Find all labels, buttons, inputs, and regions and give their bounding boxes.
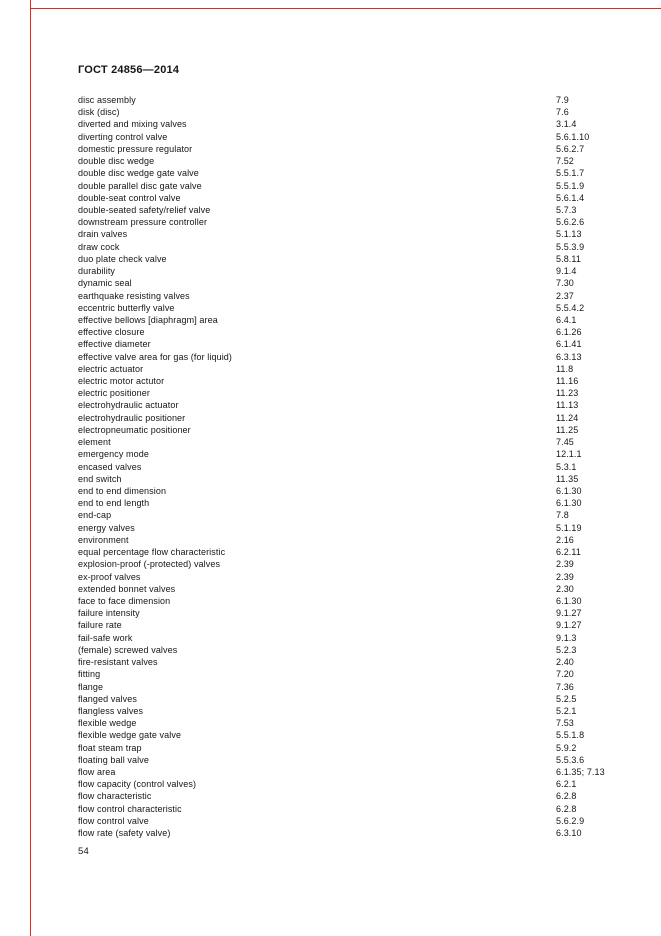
index-term: diverting control valve xyxy=(78,131,168,142)
index-row xyxy=(78,192,618,204)
index-term: electrohydraulic positioner xyxy=(78,412,186,423)
index-ref: 5.5.4.2 xyxy=(556,302,585,313)
index-row xyxy=(78,815,618,827)
index-row xyxy=(78,803,618,815)
index-term: extended bonnet valves xyxy=(78,583,176,594)
index-ref: 6.1.35; 7.13 xyxy=(556,767,605,778)
index-ref: 5.2.3 xyxy=(556,644,577,655)
index-row xyxy=(78,204,618,216)
index-ref: 11.35 xyxy=(556,473,579,484)
index-row xyxy=(78,131,618,143)
index-term: end to end length xyxy=(78,498,150,509)
index-row xyxy=(78,656,618,668)
index-row xyxy=(78,754,618,766)
index-term: flow control characteristic xyxy=(78,803,182,814)
index-ref: 9.1.27 xyxy=(556,620,582,631)
index-ref: 9.1.4 xyxy=(556,266,577,277)
index-ref: 2.39 xyxy=(556,559,574,570)
index-ref: 6.2.11 xyxy=(556,547,581,558)
index-row xyxy=(78,180,618,192)
index-term: (female) screwed valves xyxy=(78,644,178,655)
index-row xyxy=(78,668,618,680)
index-ref: 11.24 xyxy=(556,412,579,423)
index-row xyxy=(78,705,618,717)
index-ref: 6.2.8 xyxy=(556,803,577,814)
index-term: electric motor actutor xyxy=(78,376,165,387)
index-ref: 7.8 xyxy=(556,510,569,521)
index-row xyxy=(78,228,618,240)
index-term: flexible wedge xyxy=(78,718,137,729)
index-row xyxy=(78,778,618,790)
index-ref: 5.5.3.9 xyxy=(556,241,585,252)
index-ref: 6.2.8 xyxy=(556,791,577,802)
index-term: double-seat control valve xyxy=(78,192,181,203)
index-ref: 5.5.3.6 xyxy=(556,754,585,765)
index-row xyxy=(78,644,618,656)
index-row xyxy=(78,473,618,485)
index-ref: 6.1.30 xyxy=(556,498,582,509)
index-ref: 11.16 xyxy=(556,376,579,387)
index-row xyxy=(78,583,618,595)
index-ref: 2.40 xyxy=(556,657,574,668)
index-row xyxy=(78,118,618,130)
index-term: flow capacity (control valves) xyxy=(78,779,197,790)
index-ref: 5.7.3 xyxy=(556,204,577,215)
index-ref: 9.1.27 xyxy=(556,608,582,619)
index-ref: 5.6.2.6 xyxy=(556,217,585,228)
index-term: double parallel disc gate valve xyxy=(78,180,202,191)
index-ref: 5.6.1.10 xyxy=(556,131,590,142)
index-row xyxy=(78,509,618,521)
index-ref: 6.4.1 xyxy=(556,314,577,325)
index-term: flange xyxy=(78,681,104,692)
index-term: ex-proof valves xyxy=(78,571,141,582)
index-term: drain valves xyxy=(78,229,128,240)
index-row xyxy=(78,241,618,253)
index-row xyxy=(78,827,618,839)
index-ref: 5.6.2.7 xyxy=(556,143,585,154)
index-row xyxy=(78,485,618,497)
index-term: diverted and mixing valves xyxy=(78,119,187,130)
index-row xyxy=(78,277,618,289)
index-row xyxy=(78,399,618,411)
index-ref: 6.2.1 xyxy=(556,779,577,790)
index-ref: 11.25 xyxy=(556,424,579,435)
index-term: electropneumatic positioner xyxy=(78,424,191,435)
index-term: effective closure xyxy=(78,327,145,338)
index-ref: 6.3.10 xyxy=(556,828,582,839)
index-term: dynamic seal xyxy=(78,278,132,289)
index-row xyxy=(78,717,618,729)
index-term: flow control valve xyxy=(78,815,149,826)
index-ref: 3.1.4 xyxy=(556,119,577,130)
index-ref: 11.8 xyxy=(556,363,574,374)
index-row xyxy=(78,681,618,693)
index-term: effective valve area for gas (for liquid) xyxy=(78,351,233,362)
index-ref: 6.1.41 xyxy=(556,339,582,350)
index-term: effective diameter xyxy=(78,339,151,350)
index-row xyxy=(78,338,618,350)
index-term: end switch xyxy=(78,473,122,484)
index-row xyxy=(78,619,618,631)
index-row xyxy=(78,167,618,179)
index-term: downstream pressure controller xyxy=(78,217,208,228)
index-term: flangless valves xyxy=(78,705,144,716)
index-ref: 2.39 xyxy=(556,571,574,582)
index-term: disc assembly xyxy=(78,95,136,105)
index-ref: 7.53 xyxy=(556,718,574,729)
index-term: fail-safe work xyxy=(78,632,133,643)
index-row xyxy=(78,314,618,326)
index-row xyxy=(78,571,618,583)
index-row xyxy=(78,448,618,460)
index-ref: 9.1.3 xyxy=(556,632,577,643)
index-term: electric actuator xyxy=(78,363,144,374)
index-term: disk (disc) xyxy=(78,107,120,118)
index-term: flanged valves xyxy=(78,693,137,704)
index-ref: 2.16 xyxy=(556,534,574,545)
index-ref: 5.3.1 xyxy=(556,461,577,472)
index-row xyxy=(78,546,618,558)
index-ref: 11.23 xyxy=(556,388,579,399)
index-ref: 12.1.1 xyxy=(556,449,582,460)
index-row xyxy=(78,253,618,265)
index-term: draw cock xyxy=(78,241,120,252)
index-term: energy valves xyxy=(78,522,135,533)
index-term: failure rate xyxy=(78,620,122,631)
index-ref: 2.30 xyxy=(556,583,574,594)
index-row xyxy=(78,155,618,167)
index-ref: 7.30 xyxy=(556,278,574,289)
index-row xyxy=(78,607,618,619)
index-row xyxy=(78,265,618,277)
index-term: electrohydraulic actuator xyxy=(78,400,179,411)
index-row xyxy=(78,351,618,363)
index-row xyxy=(78,766,618,778)
index-row xyxy=(78,424,618,436)
index-row xyxy=(78,363,618,375)
index-term: explosion-proof (-protected) valves xyxy=(78,559,221,570)
index-row xyxy=(78,143,618,155)
index-term: encased valves xyxy=(78,461,142,472)
index-ref: 5.2.1 xyxy=(556,705,577,716)
index-term: element xyxy=(78,437,111,448)
index-ref: 11.13 xyxy=(556,400,579,411)
index-term: flow area xyxy=(78,767,116,778)
index-term: eccentric butterfly valve xyxy=(78,302,175,313)
index-term: fire-resistant valves xyxy=(78,657,158,668)
index-term: flexible wedge gate valve xyxy=(78,730,182,741)
index-term: fitting xyxy=(78,669,101,680)
index-ref: 5.9.2 xyxy=(556,742,577,753)
index-ref: 6.3.13 xyxy=(556,351,582,362)
index-row xyxy=(78,595,618,607)
index-term: electric positioner xyxy=(78,388,150,399)
index-term: floating ball valve xyxy=(78,754,149,765)
index-ref: 5.5.1.9 xyxy=(556,180,585,191)
index-term: equal percentage flow characteristic xyxy=(78,547,226,558)
index-ref: 7.20 xyxy=(556,669,574,680)
index-ref: 5.1.19 xyxy=(556,522,582,533)
index-term: end-cap xyxy=(78,510,112,521)
index-term: duo plate check valve xyxy=(78,253,167,264)
index-row xyxy=(78,436,618,448)
index-row xyxy=(78,216,618,228)
index-row xyxy=(78,558,618,570)
index-row xyxy=(78,290,618,302)
index-ref: 6.1.26 xyxy=(556,327,582,338)
index-row xyxy=(78,522,618,534)
index-ref: 6.1.30 xyxy=(556,486,582,496)
index-ref: 7.36 xyxy=(556,681,574,692)
index-term: end to end dimension xyxy=(78,486,167,496)
index-ref: 2.37 xyxy=(556,290,574,301)
index-term: double disc wedge xyxy=(78,156,155,167)
index-row xyxy=(78,106,618,118)
index-row xyxy=(78,302,618,314)
index-row xyxy=(78,326,618,338)
index-row xyxy=(78,461,618,473)
index-ref: 5.2.5 xyxy=(556,693,577,704)
index-row xyxy=(78,693,618,705)
index-term: float steam trap xyxy=(78,742,142,753)
index-ref: 7.9 xyxy=(556,95,569,105)
index-term: durability xyxy=(78,266,116,277)
index-term: environment xyxy=(78,534,129,545)
index-ref: 5.1.13 xyxy=(556,229,582,240)
index-ref: 5.6.1.4 xyxy=(556,192,585,203)
index-row xyxy=(78,632,618,644)
index-term: face to face dimension xyxy=(78,595,171,606)
index-term: effective bellows [diaphragm] area xyxy=(78,314,218,325)
index-ref: 7.6 xyxy=(556,107,569,118)
index-row xyxy=(78,534,618,546)
index-row xyxy=(78,497,618,509)
index-row xyxy=(78,729,618,741)
index-row xyxy=(78,94,618,106)
document-header: ГОСТ 24856—2014 xyxy=(78,64,180,76)
index-term: flow rate (safety valve) xyxy=(78,828,171,839)
red-margin-line-horizontal xyxy=(30,8,661,9)
red-margin-line-vertical xyxy=(30,0,31,936)
index-ref: 5.8.11 xyxy=(556,253,581,264)
index-term: double-seated safety/relief valve xyxy=(78,204,211,215)
index-ref: 7.45 xyxy=(556,437,574,448)
index-ref: 7.52 xyxy=(556,156,574,167)
index-term: double disc wedge gate valve xyxy=(78,168,199,179)
index-term: earthquake resisting valves xyxy=(78,290,190,301)
index-ref: 5.6.2.9 xyxy=(556,815,585,826)
index-row xyxy=(78,742,618,754)
index-row xyxy=(78,387,618,399)
index-term: domestic pressure regulator xyxy=(78,143,193,154)
index-ref: 6.1.30 xyxy=(556,595,582,606)
index-list xyxy=(78,94,618,839)
page-number: 54 xyxy=(78,846,89,857)
index-term: flow characteristic xyxy=(78,791,152,802)
index-row xyxy=(78,375,618,387)
index-ref: 5.5.1.8 xyxy=(556,730,585,741)
index-row xyxy=(78,790,618,802)
index-term: emergency mode xyxy=(78,449,149,460)
index-ref: 5.5.1.7 xyxy=(556,168,585,179)
index-row xyxy=(78,412,618,424)
index-term: failure intensity xyxy=(78,608,140,619)
